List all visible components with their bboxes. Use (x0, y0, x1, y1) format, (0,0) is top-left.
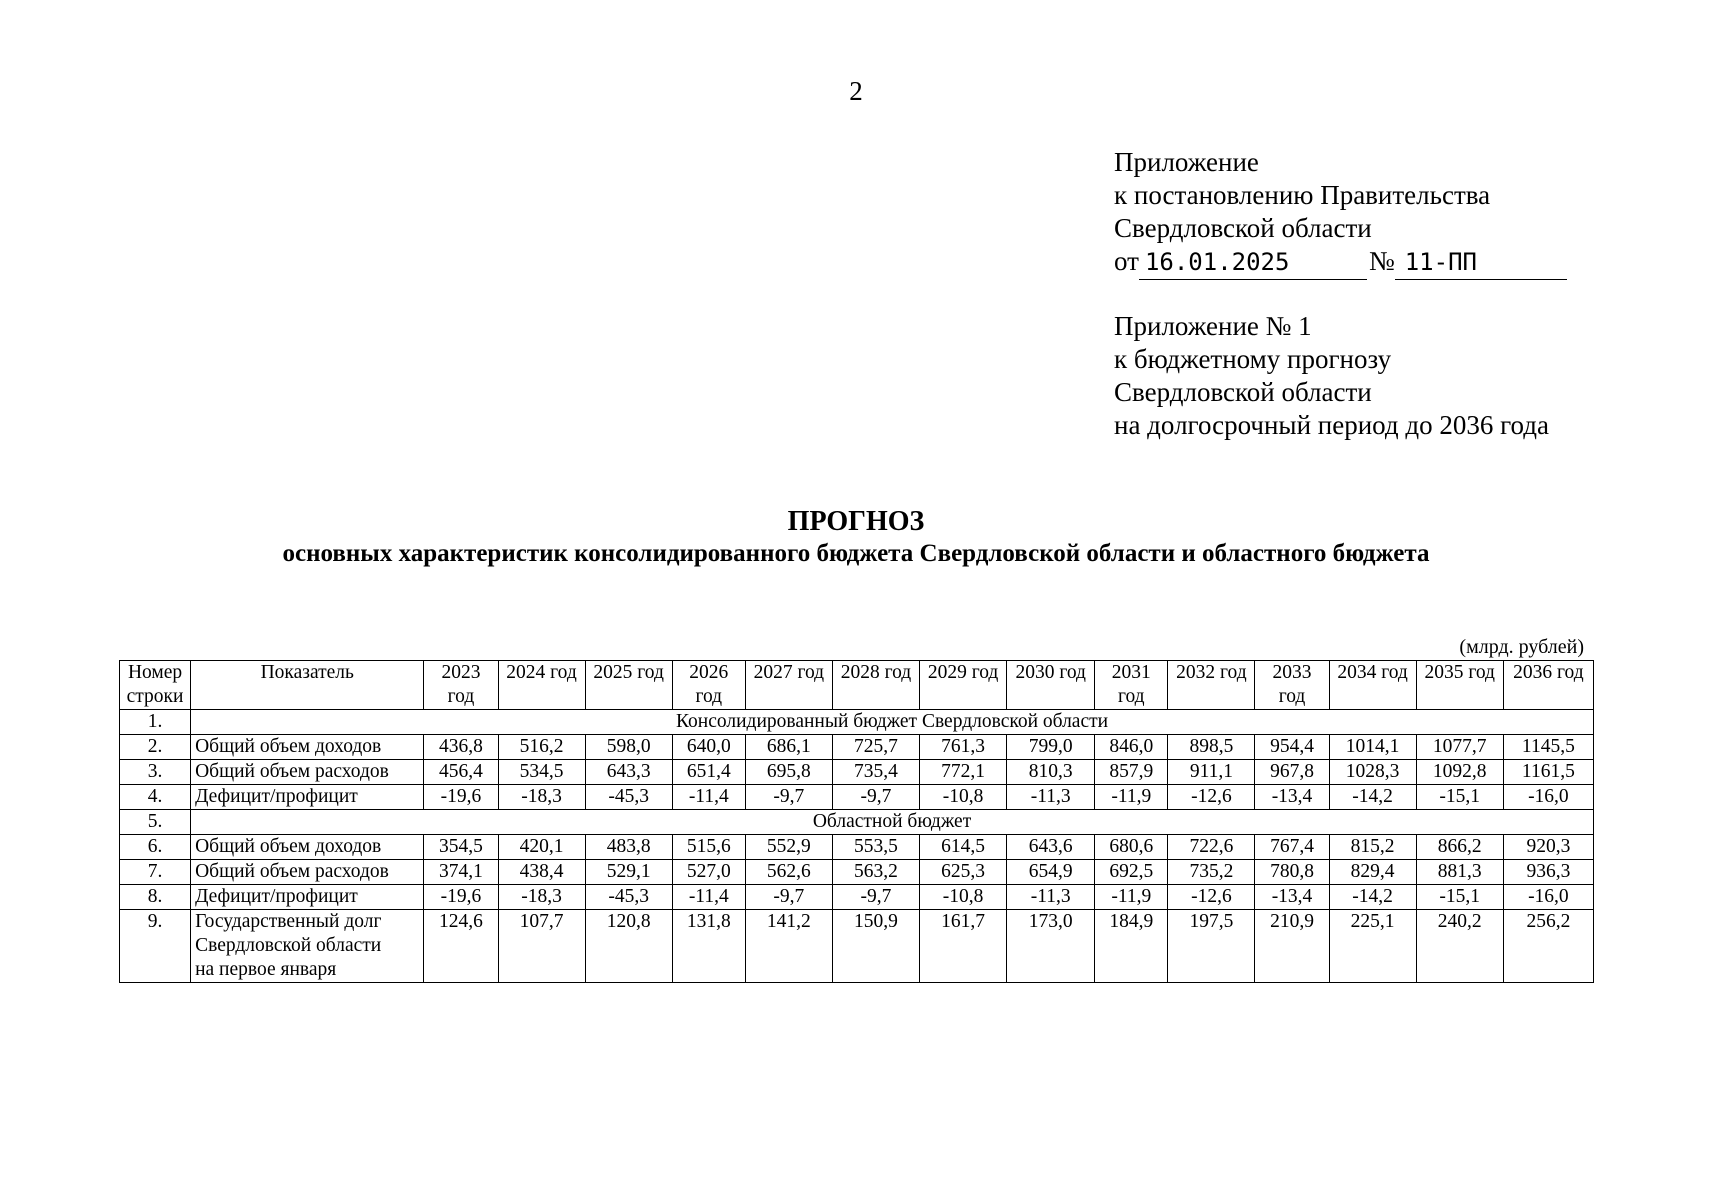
value-cell: -15,1 (1416, 785, 1503, 810)
value-cell: -14,2 (1329, 885, 1416, 910)
value-cell: 780,8 (1255, 860, 1329, 885)
approval-line-2: к постановлению Правительства (1114, 180, 1491, 210)
table-body (120, 710, 1594, 983)
value-cell: -9,7 (832, 885, 919, 910)
value-cell: 857,9 (1095, 760, 1168, 785)
row-number-cell: 8. (120, 885, 191, 910)
row-number-cell: 6. (120, 835, 191, 860)
value-cell: 1014,1 (1329, 735, 1416, 760)
value-cell: 120,8 (585, 910, 672, 983)
value-cell: -10,8 (920, 785, 1007, 810)
value-cell: -18,3 (498, 885, 585, 910)
value-cell: 866,2 (1416, 835, 1503, 860)
header-year: 2024 год (498, 661, 585, 710)
indicator-label-line: на первое января (195, 959, 337, 980)
header-year: 2033 год (1255, 661, 1329, 710)
value-cell: 161,7 (920, 910, 1007, 983)
value-cell: -11,3 (1007, 885, 1095, 910)
header-year: 2023 год (424, 661, 498, 710)
value-cell: 438,4 (498, 860, 585, 885)
value-cell: 598,0 (585, 735, 672, 760)
value-cell: 829,4 (1329, 860, 1416, 885)
header-year: 2031 год (1095, 661, 1168, 710)
value-cell: 911,1 (1168, 760, 1255, 785)
value-cell: -15,1 (1416, 885, 1503, 910)
value-cell: -11,4 (672, 785, 745, 810)
value-cell: 552,9 (745, 835, 832, 860)
value-cell: -9,7 (832, 785, 919, 810)
indicator-label-line: Государственный долг (195, 911, 382, 932)
value-cell: -11,4 (672, 885, 745, 910)
value-cell: -19,6 (424, 785, 498, 810)
value-cell: 735,2 (1168, 860, 1255, 885)
value-cell: 374,1 (424, 860, 498, 885)
value-cell: 954,4 (1255, 735, 1329, 760)
value-cell: 625,3 (920, 860, 1007, 885)
number-prefix: № (1368, 246, 1395, 276)
units-label: (млрд. рублей) (1459, 636, 1584, 658)
value-cell: -16,0 (1503, 885, 1593, 910)
value-cell: 436,8 (424, 735, 498, 760)
header-year: 2036 год (1503, 661, 1593, 710)
row-number-cell: 9. (120, 910, 191, 983)
indicator-label-cell: Общий объем расходов (191, 760, 424, 785)
table-section-row (120, 810, 1594, 835)
value-cell: 722,6 (1168, 835, 1255, 860)
value-cell: 920,3 (1503, 835, 1593, 860)
value-cell: 651,4 (672, 760, 745, 785)
page-number: 2 (849, 76, 863, 106)
row-number-cell: 4. (120, 785, 191, 810)
value-cell: 640,0 (672, 735, 745, 760)
value-cell: -18,3 (498, 785, 585, 810)
value-cell: -45,3 (585, 885, 672, 910)
value-cell: 131,8 (672, 910, 745, 983)
value-cell: 967,8 (1255, 760, 1329, 785)
value-cell: 680,6 (1095, 835, 1168, 860)
value-cell: 799,0 (1007, 735, 1095, 760)
indicator-label-line: Свердловской области (195, 935, 382, 956)
value-cell: 654,9 (1007, 860, 1095, 885)
table-row (120, 760, 1594, 785)
document-subtitle: основных характеристик консолидированного бюджета Свердловской области и областного бюджета (282, 540, 1430, 567)
row-number-cell: 7. (120, 860, 191, 885)
annex-line-1: Приложение № 1 (1114, 311, 1312, 341)
annex-line-4: на долгосрочный период до 2036 года (1114, 410, 1549, 440)
value-cell: -45,3 (585, 785, 672, 810)
approval-date-number-line (1114, 245, 1567, 280)
value-cell: -11,9 (1095, 885, 1168, 910)
value-cell: 141,2 (745, 910, 832, 983)
value-cell: 1077,7 (1416, 735, 1503, 760)
value-cell: 553,5 (832, 835, 919, 860)
header-year: 2025 год (585, 661, 672, 710)
value-cell: 810,3 (1007, 760, 1095, 785)
value-cell: 197,5 (1168, 910, 1255, 983)
value-cell: -12,6 (1168, 885, 1255, 910)
value-cell: 256,2 (1503, 910, 1593, 983)
annex-block (1114, 310, 1549, 442)
value-cell: 815,2 (1329, 835, 1416, 860)
row-number-cell: 5. (120, 810, 191, 835)
indicator-label-cell: Дефицит/профицит (191, 885, 424, 910)
row-number-cell: 2. (120, 735, 191, 760)
value-cell: 240,2 (1416, 910, 1503, 983)
value-cell: 184,9 (1095, 910, 1168, 983)
header-year: 2035 год (1416, 661, 1503, 710)
row-number-cell: 3. (120, 760, 191, 785)
approval-line-1: Приложение (1114, 147, 1259, 177)
document-title: ПРОГНОЗ (787, 506, 925, 537)
header-year: 2030 год (1007, 661, 1095, 710)
value-cell: 150,9 (832, 910, 919, 983)
header-year: 2028 год (832, 661, 919, 710)
indicator-label-cell (191, 910, 424, 983)
header-year: 2027 год (745, 661, 832, 710)
value-cell: 107,7 (498, 910, 585, 983)
value-cell: 936,3 (1503, 860, 1593, 885)
value-cell: 1028,3 (1329, 760, 1416, 785)
header-year: 2026 год (672, 661, 745, 710)
indicator-label-cell: Общий объем расходов (191, 860, 424, 885)
value-cell: 898,5 (1168, 735, 1255, 760)
header-indicator: Показатель (191, 661, 424, 710)
table-row (120, 885, 1594, 910)
value-cell: 124,6 (424, 910, 498, 983)
value-cell: 767,4 (1255, 835, 1329, 860)
header-year: 2034 год (1329, 661, 1416, 710)
table-row (120, 860, 1594, 885)
value-cell: 516,2 (498, 735, 585, 760)
value-cell: 686,1 (745, 735, 832, 760)
table-section-row (120, 710, 1594, 735)
value-cell: -14,2 (1329, 785, 1416, 810)
value-cell: -9,7 (745, 785, 832, 810)
value-cell: 614,5 (920, 835, 1007, 860)
approval-date: 16.01.2025 (1139, 246, 1367, 280)
header-year: 2032 год (1168, 661, 1255, 710)
value-cell: 761,3 (920, 735, 1007, 760)
value-cell: 456,4 (424, 760, 498, 785)
approval-line-3: Свердловской области (1114, 213, 1372, 243)
indicator-label-cell: Общий объем доходов (191, 735, 424, 760)
indicator-label-cell: Общий объем доходов (191, 835, 424, 860)
approval-number: 11-ПП (1395, 246, 1567, 280)
approval-block (1114, 146, 1567, 280)
value-cell: 881,3 (1416, 860, 1503, 885)
value-cell: -13,4 (1255, 885, 1329, 910)
section-heading-cell: Консолидированный бюджет Свердловской области (191, 710, 1594, 735)
value-cell: -10,8 (920, 885, 1007, 910)
section-heading-cell: Областной бюджет (191, 810, 1594, 835)
value-cell: 846,0 (1095, 735, 1168, 760)
table-row (120, 735, 1594, 760)
value-cell: 643,6 (1007, 835, 1095, 860)
value-cell: 210,9 (1255, 910, 1329, 983)
table-row (120, 835, 1594, 860)
value-cell: 563,2 (832, 860, 919, 885)
value-cell: 735,4 (832, 760, 919, 785)
value-cell: 1161,5 (1503, 760, 1593, 785)
forecast-table (119, 660, 1594, 983)
table-header-row (120, 661, 1594, 710)
value-cell: 534,5 (498, 760, 585, 785)
value-cell: 529,1 (585, 860, 672, 885)
table-row (120, 785, 1594, 810)
value-cell: 562,6 (745, 860, 832, 885)
value-cell: 515,6 (672, 835, 745, 860)
value-cell: 225,1 (1329, 910, 1416, 983)
value-cell: 483,8 (585, 835, 672, 860)
value-cell: 772,1 (920, 760, 1007, 785)
value-cell: 527,0 (672, 860, 745, 885)
header-row-number: Номер строки (120, 661, 191, 710)
value-cell: 420,1 (498, 835, 585, 860)
value-cell: 695,8 (745, 760, 832, 785)
value-cell: 725,7 (832, 735, 919, 760)
header-year: 2029 год (920, 661, 1007, 710)
value-cell: 643,3 (585, 760, 672, 785)
row-number-cell: 1. (120, 710, 191, 735)
value-cell: -11,3 (1007, 785, 1095, 810)
value-cell: -12,6 (1168, 785, 1255, 810)
date-prefix: от (1114, 246, 1139, 276)
value-cell: -13,4 (1255, 785, 1329, 810)
indicator-label-cell: Дефицит/профицит (191, 785, 424, 810)
table-row (120, 910, 1594, 983)
value-cell: -19,6 (424, 885, 498, 910)
value-cell: -16,0 (1503, 785, 1593, 810)
value-cell: 173,0 (1007, 910, 1095, 983)
annex-line-3: Свердловской области (1114, 377, 1372, 407)
value-cell: 1092,8 (1416, 760, 1503, 785)
value-cell: 692,5 (1095, 860, 1168, 885)
annex-line-2: к бюджетному прогнозу (1114, 344, 1392, 374)
value-cell: 354,5 (424, 835, 498, 860)
value-cell: -11,9 (1095, 785, 1168, 810)
value-cell: -9,7 (745, 885, 832, 910)
value-cell: 1145,5 (1503, 735, 1593, 760)
